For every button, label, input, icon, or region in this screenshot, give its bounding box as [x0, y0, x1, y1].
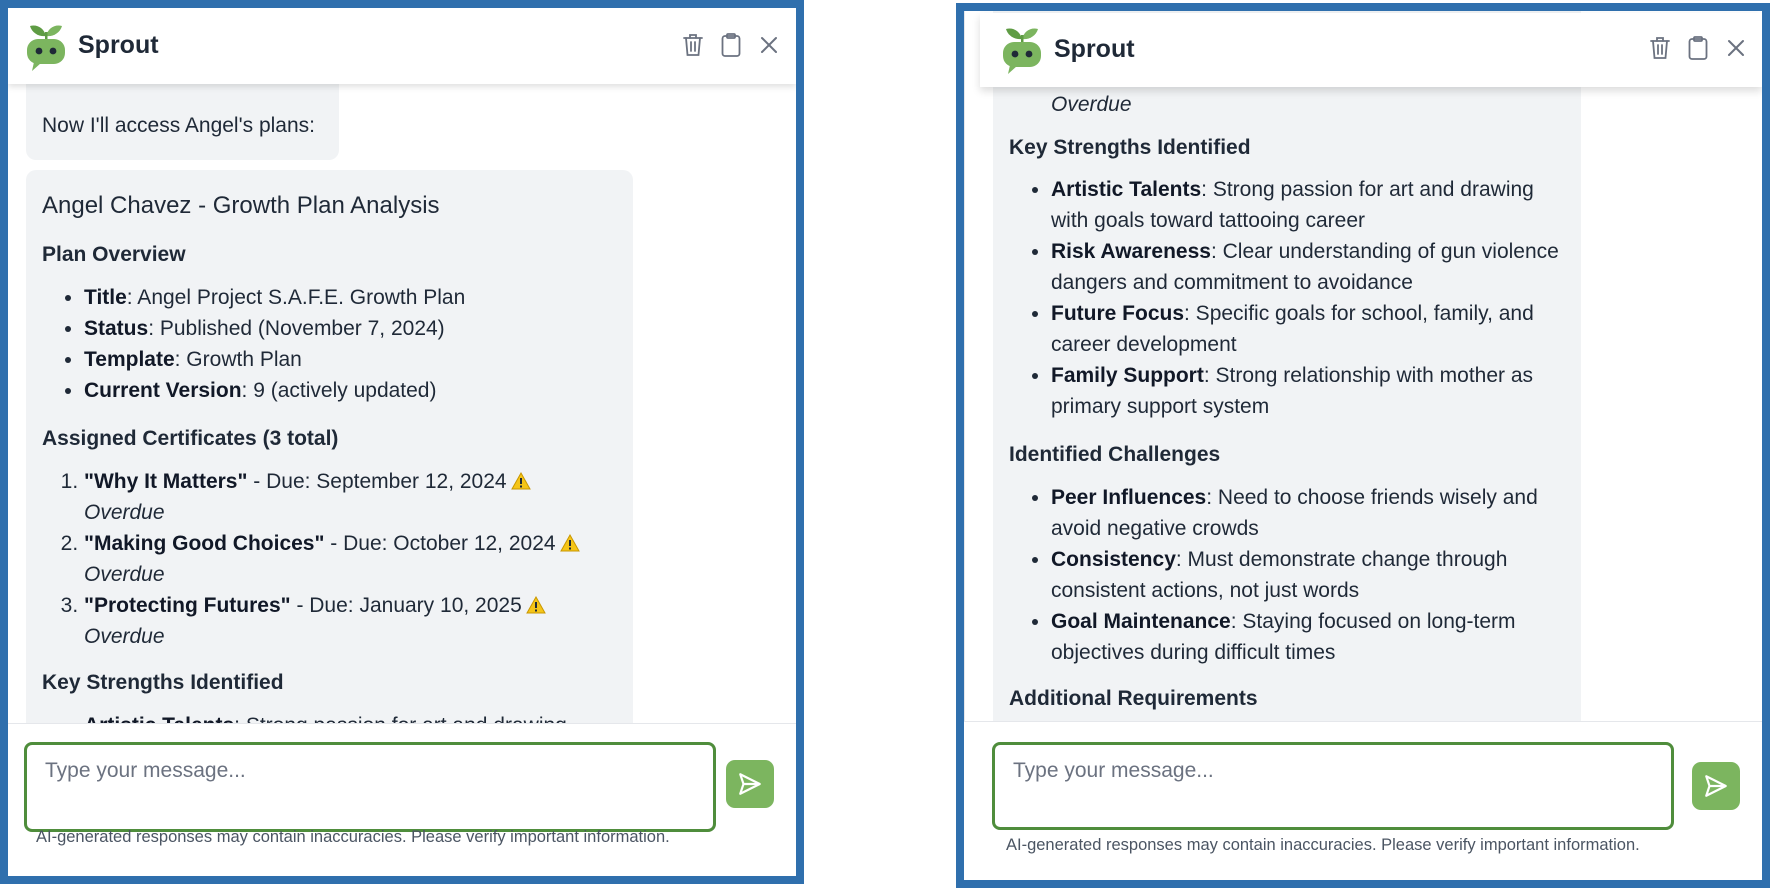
- challenges-list: [1009, 482, 1607, 668]
- sprout-logo-icon: [24, 20, 68, 72]
- message-input[interactable]: [992, 742, 1674, 830]
- chat-window-left: [0, 0, 804, 884]
- challenges-heading: Identified Challenges: [1009, 443, 1221, 466]
- chat-window-right: [956, 3, 1770, 888]
- message-input[interactable]: [24, 742, 716, 832]
- list-item: • Peer Influences: Need to choose friends wisely and avoid negative crowds: [1051, 482, 1607, 544]
- analysis-message-bubble: [26, 170, 633, 770]
- plan-overview-list: [42, 282, 654, 406]
- disclaimer-text: AI-generated responses may contain inaccuracies. Please verify important information.: [36, 828, 670, 846]
- list-item: • Consistency: Must demonstrate change through consistent actions, not just words: [1051, 544, 1607, 606]
- list-item: • Status: Published (November 7, 2024): [84, 313, 654, 344]
- app-title: Sprout: [1054, 35, 1135, 63]
- message-bubble: [26, 84, 339, 160]
- composer: [964, 721, 1762, 880]
- list-item: • Title: Angel Project S.A.F.E. Growth Plan: [84, 282, 654, 313]
- message-text: Now I'll access Angel's plans:: [42, 114, 315, 137]
- send-icon: [737, 771, 763, 797]
- list-item: 3. "Protecting Futures" - Due: January 10, 2025 Overdue: [84, 590, 644, 652]
- warning-icon: [560, 534, 580, 552]
- list-item: • Current Version: 9 (actively updated): [84, 375, 654, 406]
- list-item: 2. "Making Good Choices" - Due: October 12, 2024 Overdue: [84, 528, 644, 590]
- plan-overview-heading: Plan Overview: [42, 243, 186, 266]
- list-item: • Risk Awareness: Clear understanding of gun violence dangers and commitment to avoidance: [1051, 236, 1607, 298]
- app-title: Sprout: [78, 31, 159, 59]
- certificates-list: [42, 466, 644, 652]
- overdue-fragment: Overdue: [1051, 93, 1132, 116]
- close-icon[interactable]: [758, 32, 780, 58]
- list-item: • Family Support: Strong relationship with mother as primary support system: [1051, 360, 1607, 422]
- strengths-heading: Key Strengths Identified: [42, 671, 284, 694]
- list-item: • Goal Maintenance: Staying focused on long-term objectives during difficult times: [1051, 606, 1607, 668]
- trash-icon[interactable]: [1649, 35, 1671, 61]
- composer: [8, 723, 796, 876]
- strengths-list: [1009, 174, 1607, 422]
- disclaimer-text: AI-generated responses may contain inaccuracies. Please verify important information.: [1006, 836, 1640, 854]
- list-item: • Artistic Talents: Strong passion for art and drawing with goals toward tattooing career: [1051, 174, 1607, 236]
- list-item: 1. "Why It Matters" - Due: September 12, 2024 Overdue: [84, 466, 644, 528]
- send-button[interactable]: [1692, 762, 1740, 810]
- send-icon: [1703, 773, 1729, 799]
- trash-icon[interactable]: [682, 32, 704, 58]
- list-item: • Future Focus: Specific goals for school, family, and career development: [1051, 298, 1607, 360]
- clipboard-icon[interactable]: [720, 32, 742, 58]
- send-button[interactable]: [726, 760, 774, 808]
- close-icon[interactable]: [1725, 35, 1747, 61]
- certificates-heading: Assigned Certificates (3 total): [42, 427, 339, 450]
- strengths-heading: Key Strengths Identified: [1009, 136, 1251, 159]
- sprout-logo-icon: [1000, 23, 1044, 75]
- requirements-heading: Additional Requirements: [1009, 687, 1258, 710]
- chat-header: [8, 8, 796, 84]
- warning-icon: [526, 596, 546, 614]
- list-item: • Template: Growth Plan: [84, 344, 654, 375]
- analysis-message-bubble: [993, 11, 1581, 735]
- analysis-title: Angel Chavez - Growth Plan Analysis: [42, 192, 440, 219]
- warning-icon: [511, 472, 531, 490]
- clipboard-icon[interactable]: [1687, 35, 1709, 61]
- chat-header: [980, 13, 1762, 87]
